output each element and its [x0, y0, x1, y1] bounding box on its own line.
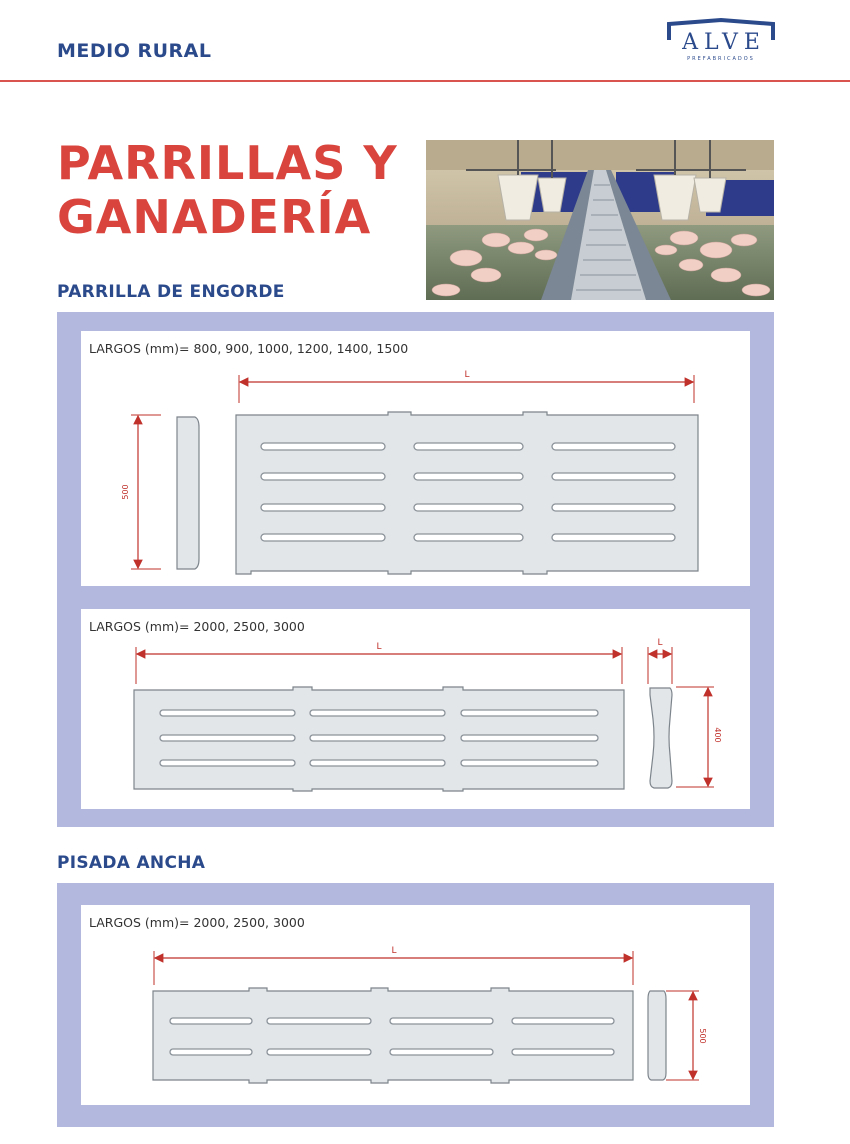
lengths-label: LARGOS (mm)= 2000, 2500, 3000 [89, 915, 305, 930]
lengths-label: LARGOS (mm)= 800, 900, 1000, 1200, 1400, 1500 [89, 341, 409, 356]
page-title-line2: GANADERÍA [57, 190, 372, 244]
length-dimension-label: L [464, 370, 470, 380]
grate-body-short [236, 412, 698, 574]
engorde-panel [57, 312, 774, 827]
height-dimension-label: 400 [713, 727, 722, 743]
logo-name: ALVE [682, 30, 766, 55]
grate-diagram-short [81, 331, 750, 586]
grate-diagram-long [81, 609, 750, 809]
header-divider [0, 80, 850, 82]
pisada-panel [57, 883, 774, 1127]
length-dimension-label: L [376, 642, 382, 652]
height-dimension-label: 500 [698, 1028, 707, 1044]
grate-profile-short [177, 417, 199, 569]
pig-barn-photo [426, 140, 774, 300]
product-card-wide [81, 905, 750, 1105]
profile-dimension-label: L [657, 638, 663, 648]
alve-logo [667, 18, 775, 64]
product-card-long [81, 609, 750, 809]
page-title [57, 136, 398, 244]
page-title-line1: PARRILLAS Y [57, 136, 398, 190]
length-dimension-label: L [391, 946, 397, 956]
width-dimension-label: 500 [121, 484, 130, 500]
grate-body-wide [153, 988, 633, 1083]
product-card-short [81, 331, 750, 586]
section-header: MEDIO RURAL [57, 40, 212, 62]
lengths-label: LARGOS (mm)= 2000, 2500, 3000 [89, 619, 305, 634]
grate-diagram-wide [81, 905, 750, 1105]
grate-profile-long [650, 688, 672, 788]
section-heading-pisada: PISADA ANCHA [57, 853, 206, 873]
logo-tagline: PREFABRICADOS [687, 56, 755, 62]
section-heading-engorde: PARRILLA DE ENGORDE [57, 282, 285, 302]
grate-profile-wide [648, 991, 666, 1080]
